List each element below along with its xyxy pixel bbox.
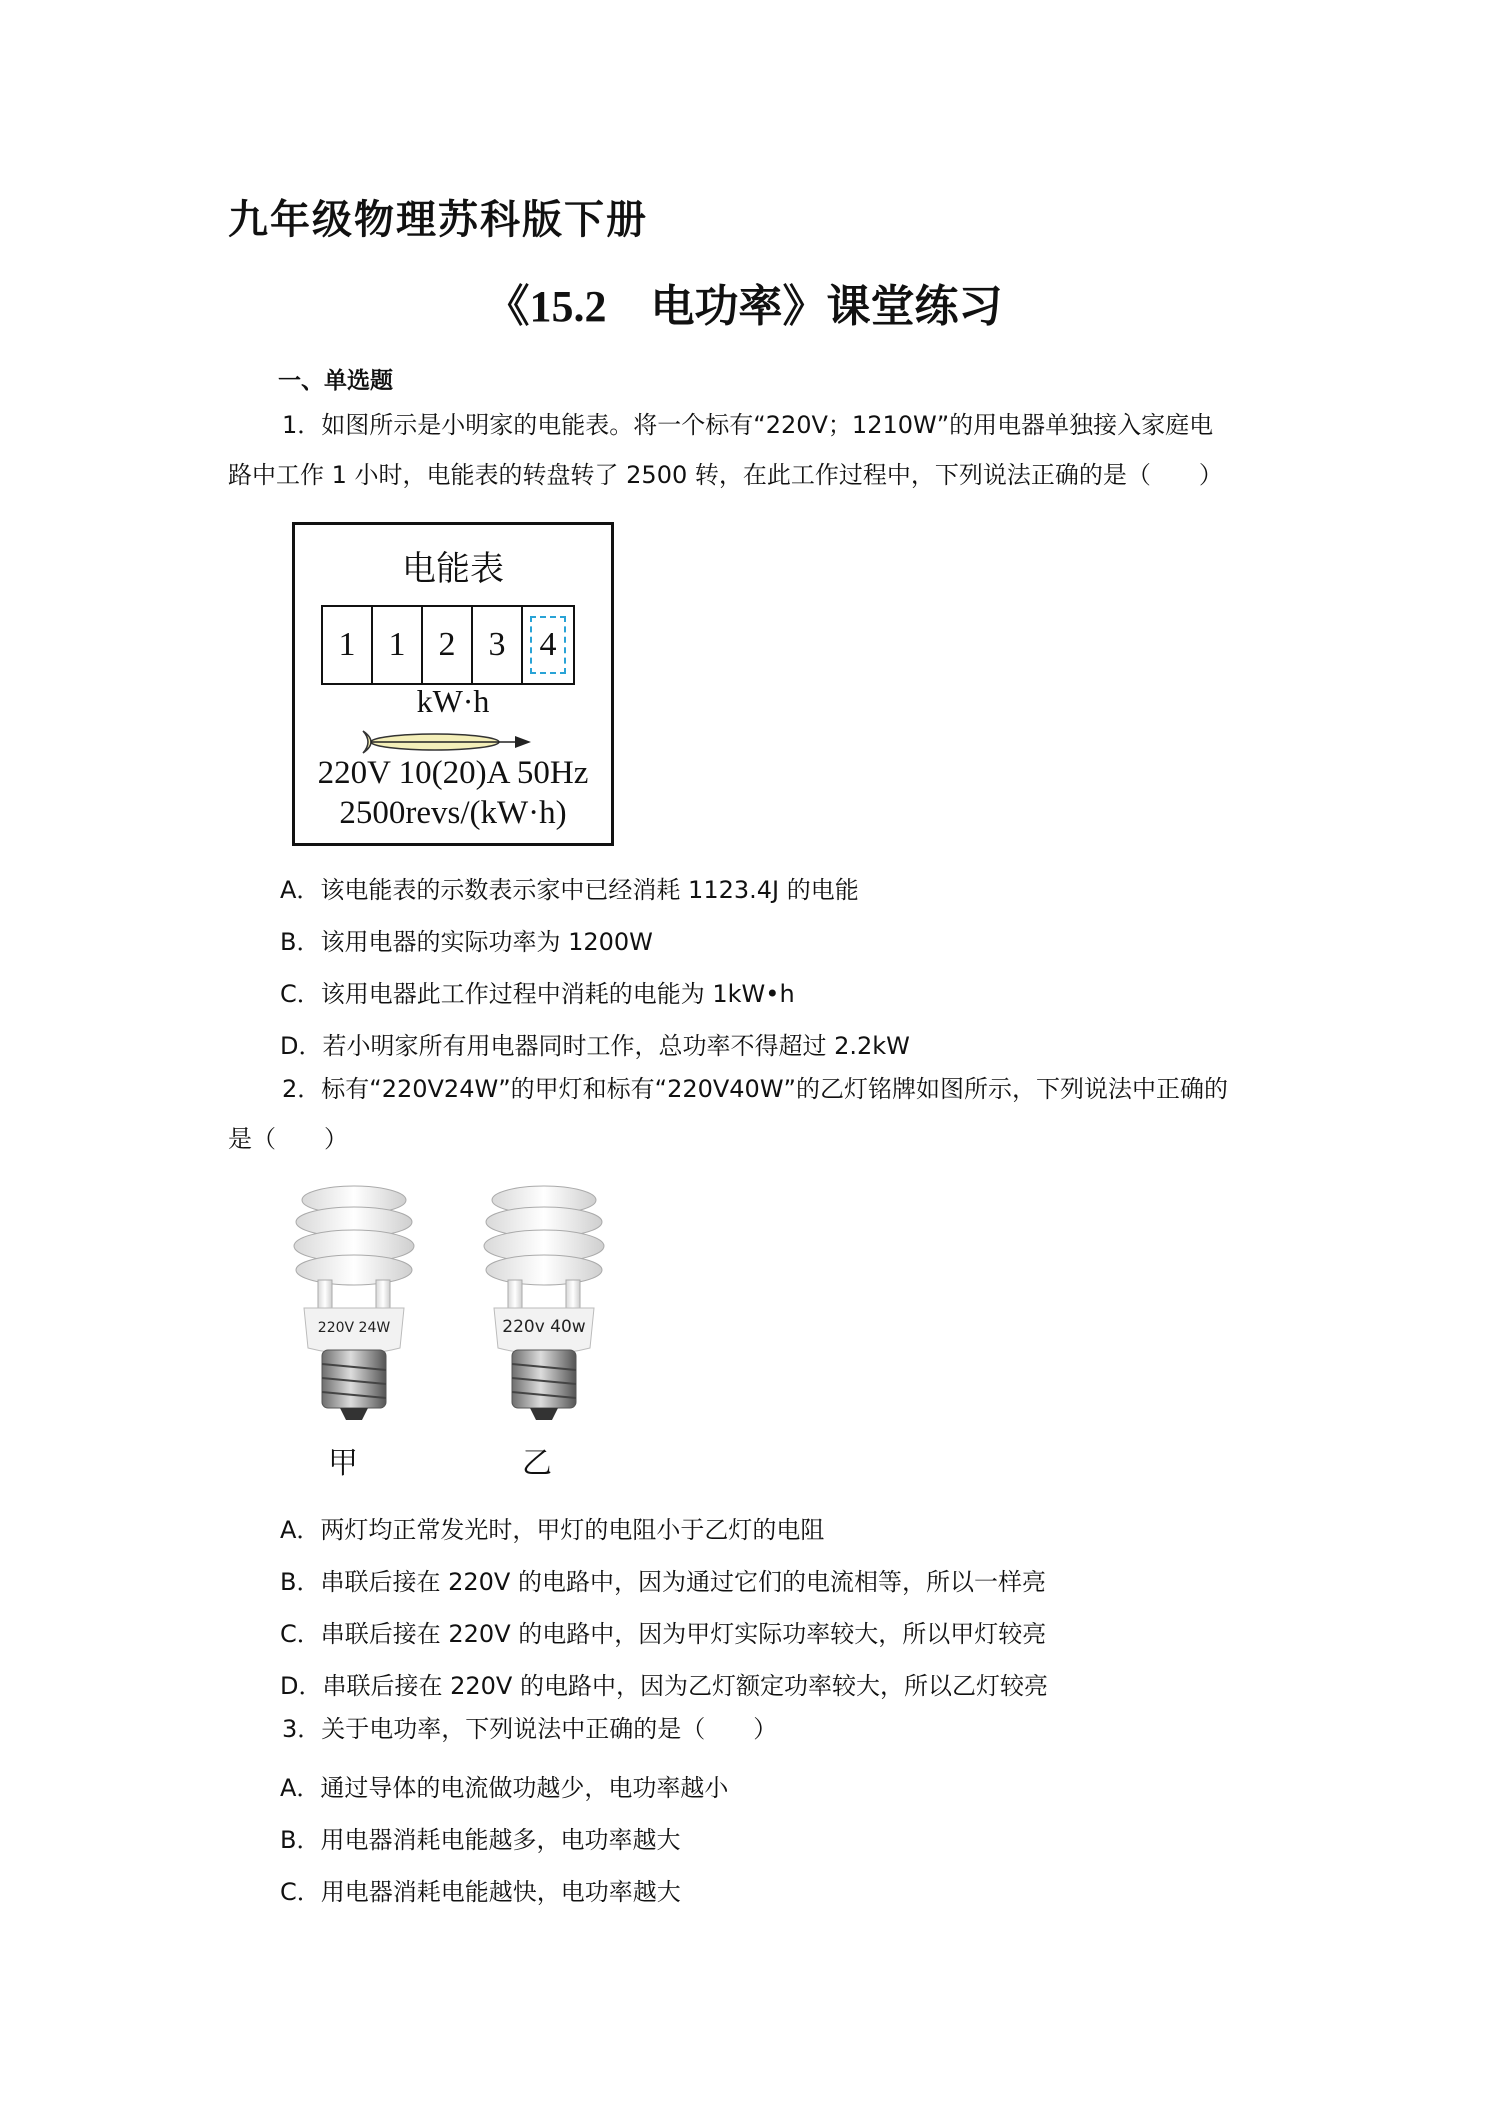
q3-option-a: A．通过导体的电流做功越少，电功率越小 [280, 1774, 729, 1802]
bulb-right-rating: 220v 40w [502, 1317, 586, 1337]
q1-option-c: C．该用电器此工作过程中消耗的电能为 1kW•h [280, 980, 795, 1008]
q2-option-a: A．两灯均正常发光时，甲灯的电阻小于乙灯的电阻 [280, 1516, 825, 1544]
meter-digit: 1 [373, 607, 423, 683]
meter-digit: 1 [323, 607, 373, 683]
q2-option-c: C．串联后接在 220V 的电路中，因为甲灯实际功率较大，所以甲灯较亮 [280, 1620, 1047, 1648]
title-rest: 电功率》课堂练习 [606, 281, 1003, 332]
q1-option-a: A．该电能表的示数表示家中已经消耗 1123.4J 的电能 [280, 876, 859, 904]
bulb-left [294, 1186, 414, 1420]
meter-spec-rating: 220V 10(20)A 50Hz [317, 755, 589, 791]
q3-line1: 3．关于电功率，下列说法中正确的是（ ） [282, 1715, 778, 1743]
rotation-arrow-icon [357, 725, 537, 759]
bulb-left-name: 甲 [328, 1446, 358, 1481]
meter-spec-revs: 2500revs/(kW·h) [339, 795, 567, 831]
meter-title: 电能表 [402, 549, 504, 589]
page-title [0, 270, 1488, 334]
title-number: 15.2 [529, 282, 607, 331]
bulb-right [484, 1186, 604, 1420]
bulb-left-rating: 220V 24W [317, 1320, 391, 1336]
section-heading: 一、单选题 [278, 368, 393, 394]
q2-option-b: B．串联后接在 220V 的电路中，因为通过它们的电流相等，所以一样亮 [280, 1568, 1046, 1596]
meter-decimal-digit-value: 4 [530, 616, 566, 674]
bulbs-figure [284, 1180, 644, 1490]
q2-line2: 是（ ） [228, 1125, 348, 1153]
series-heading: 九年级物理苏科版下册 [228, 197, 648, 243]
meter-digit: 2 [423, 607, 473, 683]
q1-line1: 1．如图所示是小明家的电能表。将一个标有“220V；1210W”的用电器单独接入家庭电 [282, 411, 1214, 439]
q1-option-d: D．若小明家所有用电器同时工作，总功率不得超过 2.2kW [280, 1032, 910, 1060]
q1-line2: 路中工作 1 小时，电能表的转盘转了 2500 转，在此工作过程中，下列说法正确的是（ ） [228, 461, 1223, 489]
title-open: 《 [485, 281, 530, 332]
q3-option-c: C．用电器消耗电能越快，电功率越大 [280, 1878, 681, 1906]
q1-option-b: B．该用电器的实际功率为 1200W [280, 928, 653, 956]
meter-decimal-digit [523, 607, 573, 683]
meter-digits [321, 605, 575, 685]
q2-option-d: D．串联后接在 220V 的电路中，因为乙灯额定功率较大，所以乙灯较亮 [280, 1672, 1048, 1700]
q2-line1: 2．标有“220V24W”的甲灯和标有“220V40W”的乙灯铭牌如图所示，下列说法中正确的 [282, 1075, 1228, 1103]
meter-unit: kW·h [416, 683, 490, 719]
bulb-right-name: 乙 [522, 1446, 552, 1481]
q3-option-b: B．用电器消耗电能越多，电功率越大 [280, 1826, 681, 1854]
meter-digit: 3 [473, 607, 523, 683]
electric-meter-figure [292, 522, 614, 846]
